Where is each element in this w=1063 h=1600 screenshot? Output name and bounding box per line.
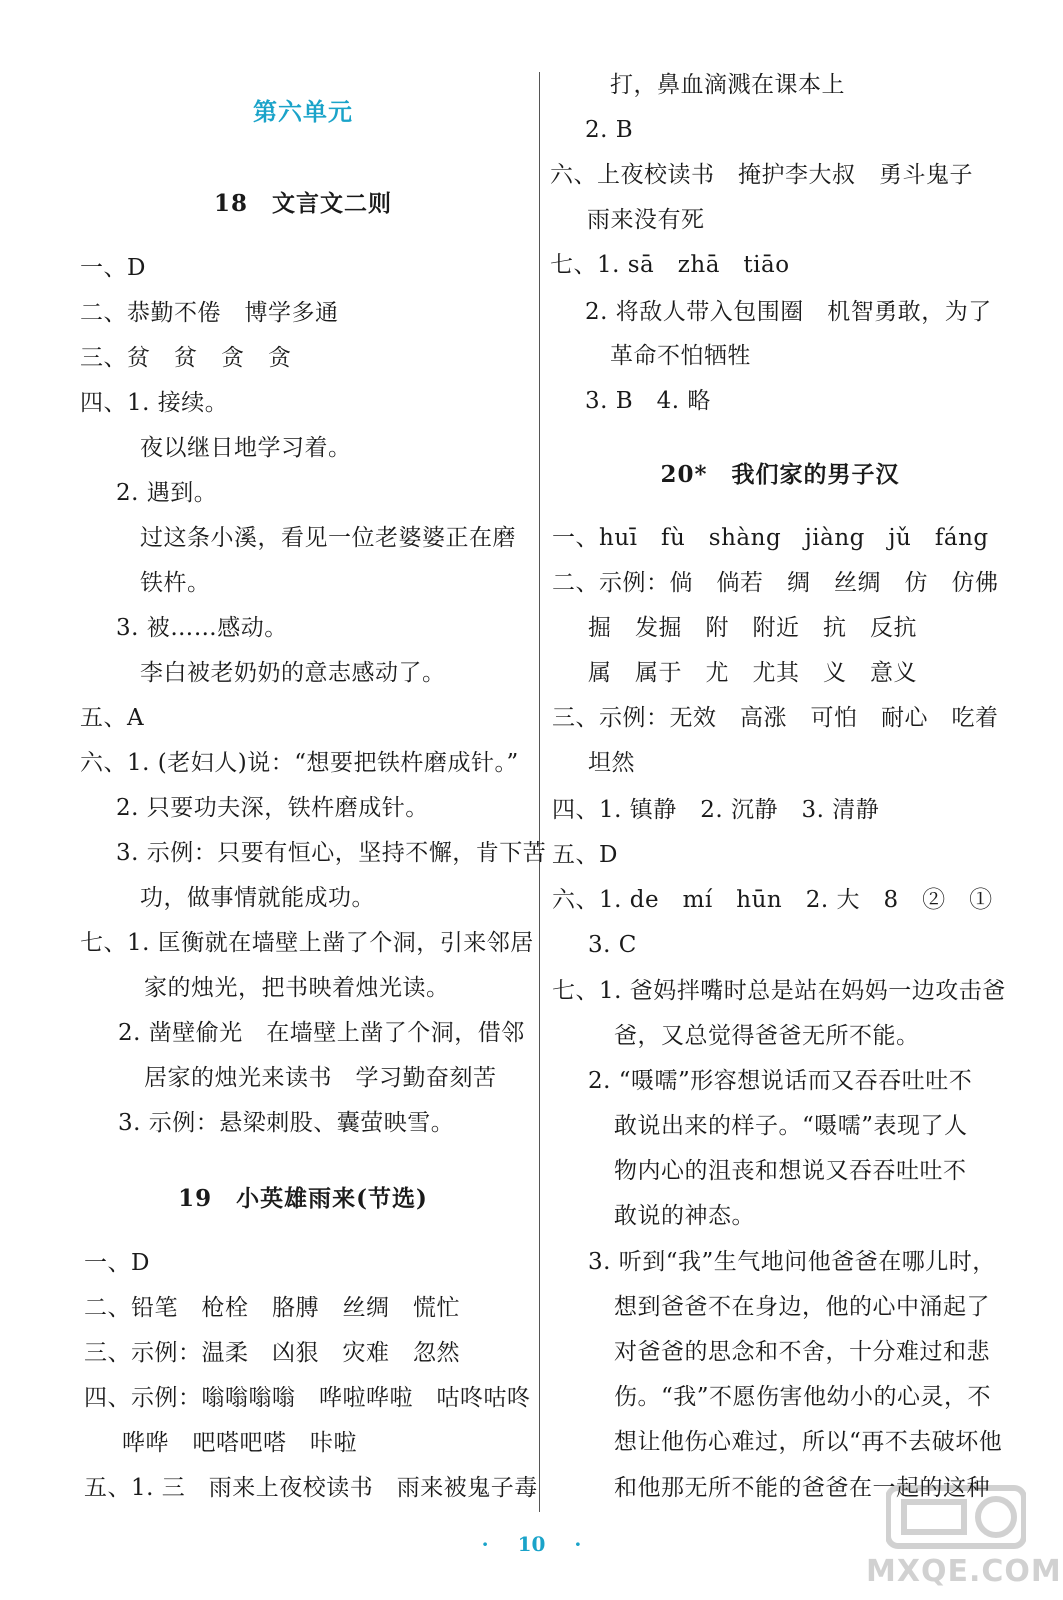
page-dot-left: · xyxy=(481,1532,489,1556)
watermark-text: MXQE.COM xyxy=(866,1554,1062,1589)
answer-line: 打，鼻血滴溅在课本上 xyxy=(610,72,845,98)
answer-line: 六、1. de mí hūn 2. 大 8 ② ① xyxy=(552,887,993,913)
answer-line: 3. C xyxy=(588,932,637,958)
answer-line: 一、D xyxy=(84,1250,150,1276)
answer-line: 想到爸爸不在身边，他的心中涌起了 xyxy=(614,1294,990,1320)
answer-line: 对爸爸的思念和不舍，十分难过和悲 xyxy=(614,1339,990,1365)
answer-line: 想让他伤心难过，所以“再不去破坏他 xyxy=(614,1429,1003,1455)
answer-line: 2. 将敌人带入包围圈 机智勇敢，为了 xyxy=(585,299,992,325)
answer-line: 铁杵。 xyxy=(140,570,211,596)
section-title-18: 18 文言文二则 xyxy=(213,190,392,217)
answer-line: 过这条小溪，看见一位老婆婆正在磨 xyxy=(140,525,516,551)
answer-line: 2. 凿壁偷光 在墙壁上凿了个洞，借邻 xyxy=(118,1020,525,1046)
answer-line: 掘 发掘 附 附近 抗 反抗 xyxy=(588,615,917,641)
answer-line: 七、1. 匡衡就在墙壁上凿了个洞，引来邻居 xyxy=(80,930,534,956)
answer-line: 属 属于 尤 尤其 义 意义 xyxy=(588,660,917,686)
answer-line: 爸，又总觉得爸爸无所不能。 xyxy=(614,1023,920,1049)
answer-line: 三、示例：温柔 凶狠 灾难 忽然 xyxy=(84,1340,460,1366)
answer-line: 3. 示例：只要有恒心，坚持不懈，肯下苦 xyxy=(116,840,547,866)
watermark-emblem-icon xyxy=(886,1482,1026,1552)
answer-line: 一、huī fù shàng jiàng jǔ fáng xyxy=(552,525,989,551)
answer-line: 家的烛光，把书映着烛光读。 xyxy=(144,975,450,1001)
answer-line: 五、D xyxy=(552,842,618,868)
answer-line: 敢说的神态。 xyxy=(614,1203,755,1229)
answer-line: 四、1. 镇静 2. 沉静 3. 清静 xyxy=(552,797,880,823)
answer-line: 3. 听到“我”生气地问他爸爸在哪儿时， xyxy=(588,1249,996,1275)
answer-line: 七、1. sā zhā tiāo xyxy=(550,252,790,278)
answer-line: 李白被老奶奶的意志感动了。 xyxy=(140,660,446,686)
answer-line: 居家的烛光来读书 学习勤奋刻苦 xyxy=(144,1065,497,1091)
answer-line: 和他那无所不能的爸爸在一起的这种 xyxy=(614,1475,990,1501)
answer-line: 二、铅笔 枪栓 胳膊 丝绸 慌忙 xyxy=(84,1295,460,1321)
answer-line: 3. 示例：悬梁刺股、囊萤映雪。 xyxy=(118,1110,455,1136)
page-number-text: 10 xyxy=(517,1532,546,1556)
answer-line: 哗哗 吧嗒吧嗒 咔啦 xyxy=(122,1430,357,1456)
answer-line: 四、示例：嗡嗡嗡嗡 哗啦哗啦 咕咚咕咚 xyxy=(84,1385,531,1411)
answer-line: 六、1. (老妇人)说：“想要把铁杵磨成针。” xyxy=(80,750,519,776)
unit-title: 第六单元 xyxy=(253,97,353,126)
answer-line: 三、示例：无效 高涨 可怕 耐心 吃着 xyxy=(552,705,999,731)
answer-line: 2. 只要功夫深，铁杵磨成针。 xyxy=(116,795,429,821)
answer-line: 功，做事情就能成功。 xyxy=(140,885,375,911)
section-title-20: 20* 我们家的男子汉 xyxy=(660,461,900,488)
answer-line: 3. B 4. 略 xyxy=(585,388,711,414)
answer-line: 七、1. 爸妈拌嘴时总是站在妈妈一边攻击爸 xyxy=(552,978,1006,1004)
answer-line: 三、贫 贫 贪 贪 xyxy=(80,345,292,371)
answer-line: 五、1. 三 雨来上夜校读书 雨来被鬼子毒 xyxy=(84,1475,538,1501)
answer-line: 一、D xyxy=(80,255,146,281)
answer-line: 二、示例：倘 倘若 绸 丝绸 仿 仿佛 xyxy=(552,570,999,596)
answer-line: 坦然 xyxy=(588,750,635,776)
watermark-logo xyxy=(866,1482,1062,1592)
answer-line: 雨来没有死 xyxy=(587,207,705,233)
answer-line: 革命不怕牺牲 xyxy=(610,343,751,369)
answer-line: 2. “嗫嚅”形容想说话而又吞吞吐吐不 xyxy=(588,1068,973,1094)
answer-line: 四、1. 接续。 xyxy=(80,390,229,416)
answer-line: 夜以继日地学习着。 xyxy=(140,435,352,461)
answer-line: 二、恭勤不倦 博学多通 xyxy=(80,300,339,326)
answer-line: 五、A xyxy=(80,705,145,731)
answer-line: 2. B xyxy=(585,117,634,143)
column-divider xyxy=(539,72,540,1512)
section-title-19: 19 小英雄雨来(节选) xyxy=(178,1185,428,1212)
answer-line: 3. 被……感动。 xyxy=(116,615,288,641)
answer-line: 2. 遇到。 xyxy=(116,480,218,506)
answer-line: 物内心的沮丧和想说又吞吞吐吐不 xyxy=(614,1158,967,1184)
answer-line: 六、上夜校读书 掩护李大叔 勇斗鬼子 xyxy=(550,162,973,188)
page-dot-right: · xyxy=(574,1532,582,1556)
answer-line: 伤。“我”不愿伤害他幼小的心灵，不 xyxy=(614,1384,992,1410)
answer-line: 敢说出来的样子。“嗫嚅”表现了人 xyxy=(614,1113,968,1139)
